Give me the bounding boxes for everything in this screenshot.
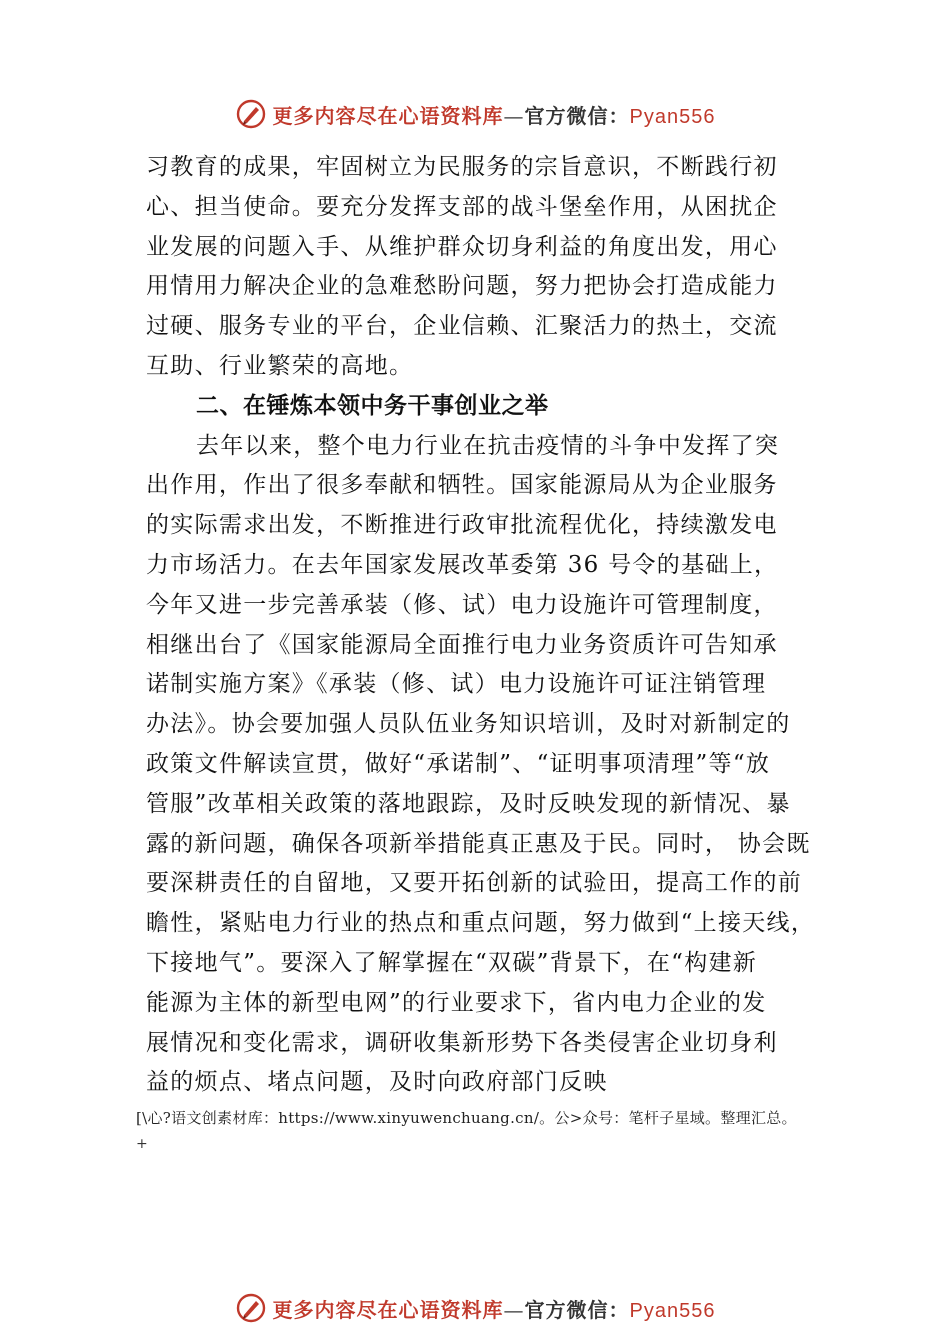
body-line: 过硬、服务专业的平台，企业信赖、汇聚活力的热土，交流 — [146, 313, 778, 340]
footer-banner — [0, 1288, 950, 1328]
body-line: 益的烦点、堵点问题，及时向政府部门反映 — [146, 1069, 608, 1096]
banner-wechat-label: 官方微信： — [524, 103, 630, 128]
body-line: 的实际需求出发，不断推进行政审批流程优化，持续激发电 — [146, 512, 778, 539]
header-banner — [0, 94, 950, 134]
plus-mark: + — [136, 1136, 148, 1152]
banner-text — [273, 1294, 716, 1323]
body-line: 用情用力解决企业的急难愁盼问题，努力把协会打造成能力 — [146, 273, 778, 300]
paragraph-first-line: 去年以来，整个电力行业在抗击疫情的斗争中发挥了突 — [196, 432, 780, 459]
banner-separator: — — [503, 1297, 525, 1322]
banner-site-name: 更多内容尽在心语资料库 — [272, 103, 504, 128]
banner-wechat-id: Pyan556 — [629, 1299, 716, 1322]
body-line: 互助、行业繁荣的高地。 — [146, 352, 414, 379]
body-line: 能源为主体的新型电网”的行业要求下，省内电力企业的发 — [146, 989, 767, 1016]
pen-logo-icon — [235, 1292, 267, 1324]
body-line: 今年又进一步完善承装（修、试）电力设施许可管理制度， — [146, 591, 778, 618]
body-line: 政策文件解读宣贯，做好“承诺制”、“证明事项清理”等“放 — [146, 750, 771, 777]
banner-site-name: 更多内容尽在心语资料库 — [272, 1297, 504, 1322]
source-note: [\心?语文创素材库：https://www.xinyuwenchuang.cn/。公>众号：笔杆子星域。整理汇总。 — [136, 1109, 797, 1127]
body-line: 业发展的问题入手、从维护群众切身利益的角度出发，用心 — [146, 233, 778, 260]
banner-wechat-id: Pyan556 — [629, 105, 716, 128]
pen-logo-icon — [235, 98, 267, 130]
body-line: 心、担当使命。要充分发挥支部的战斗堡垒作用，从困扰企 — [146, 193, 778, 220]
body-line: 展情况和变化需求，调研收集新形势下各类侵害企业切身利 — [146, 1029, 778, 1056]
body-line: 要深耕责任的自留地，又要开拓创新的试验田，提高工作的前 — [146, 870, 803, 897]
body-line: 露的新问题，确保各项新举措能真正惠及于民。同时， 协会既 — [146, 830, 811, 857]
body-line: 出作用，作出了很多奉献和牺牲。国家能源局从为企业服务 — [146, 472, 778, 499]
document-body — [146, 148, 816, 1103]
body-line: 办法》。协会要加强人员队伍业务知识培训，及时对新制定的 — [146, 711, 791, 738]
body-line: 下接地气”。要深入了解掌握在“双碳”背景下，在“构建新 — [146, 949, 758, 976]
body-line: 管服”改革相关政策的落地跟踪，及时反映发现的新情况、暴 — [146, 790, 791, 817]
body-line: 诺制实施方案》《承装（修、试）电力设施许可证注销管理 — [146, 671, 767, 698]
banner-text — [273, 100, 716, 129]
body-line: 习教育的成果，牢固树立为民服务的宗旨意识，不断践行初 — [146, 154, 778, 180]
body-line: 瞻性，紧贴电力行业的热点和重点问题，努力做到“上接天线， — [146, 910, 816, 937]
banner-wechat-label: 官方微信： — [524, 1297, 630, 1322]
body-line: 相继出台了《国家能源局全面推行电力业务资质许可告知承 — [146, 631, 778, 658]
body-line: 力市场活力。在去年国家发展改革委第 36 号令的基础上， — [146, 551, 779, 578]
section-heading: 二、在锤炼本领中务干事创业之举 — [196, 392, 549, 419]
banner-separator: — — [503, 103, 525, 128]
